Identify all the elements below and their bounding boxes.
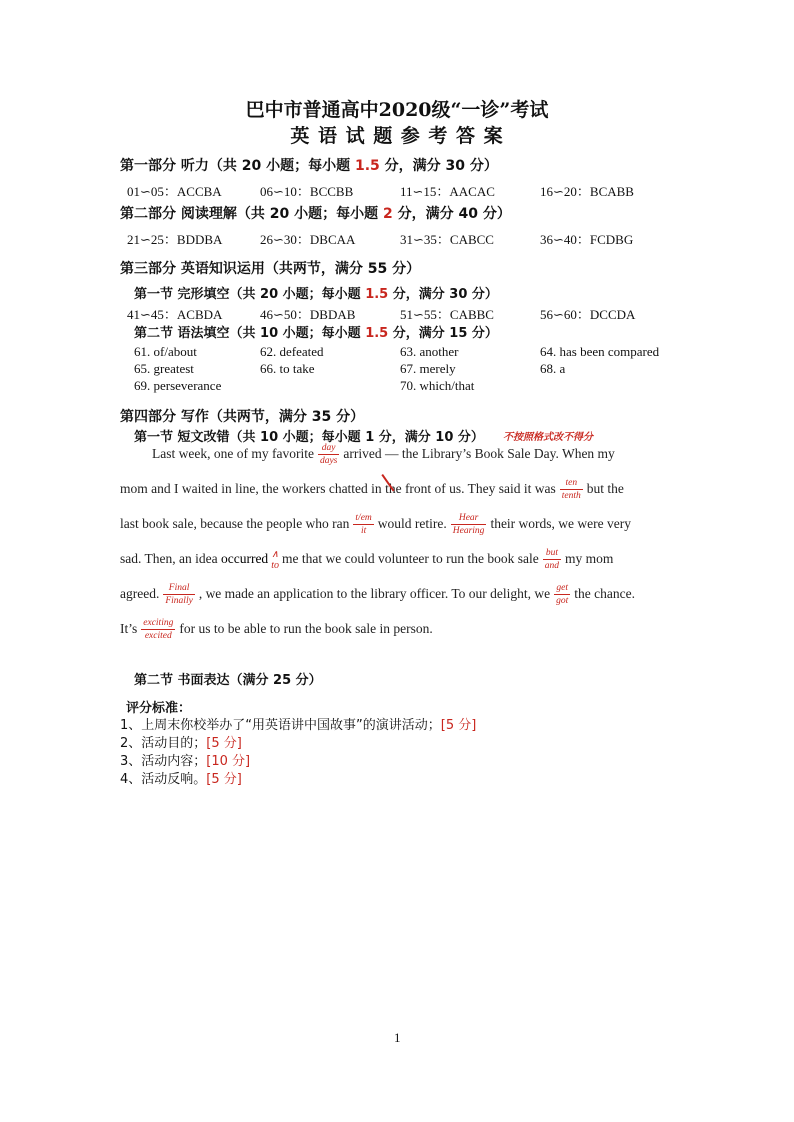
answer-item: 16∽20：BCABB (540, 184, 634, 199)
answer-item: 06∽10：BCCBB (260, 184, 354, 199)
passage-line: agreed. $\frac{\text{Final}}{\text{Finally}}$ , we made an application to the library officer. To our delight, we $\frac{\text{get}}{\text{got}}$ the chance. (120, 583, 635, 607)
answer-item: 01∽05：ACCBA (127, 184, 222, 199)
correction-mark: $\frac{\text{day}}{\text{days}}$ (319, 443, 338, 467)
criteria-item: 4、活动反响。[5 分] (120, 772, 242, 787)
answer-item: 46∽50：DBDAB (260, 307, 356, 322)
part4-sec2-heading: 第二节 书面表达（满分 25 分） (134, 673, 322, 688)
passage-line: Last week, one of my favorite $\frac{\text{day}}{\text{days}}$ arrived — the Library’s Book Sale Day. When my (152, 443, 615, 467)
grammar-answer: 66. to take (260, 361, 315, 376)
correction-mark: $\frac{\text{get}}{\text{got}}$ (556, 583, 569, 607)
doc-title: 巴中市普通高中2020级“一诊”考试 (245, 99, 549, 121)
answer-item: 26∽30：DBCAA (260, 232, 356, 247)
grammar-answer: 67. merely (400, 361, 456, 376)
page-number: 1 (394, 1030, 401, 1045)
answer-item: 51∽55：CABBC (400, 307, 494, 322)
insertion-mark: ∧ to (271, 548, 279, 571)
correction-mark: $\frac{\text{exciting}}{\text{excited}}$ (143, 618, 174, 642)
answer-item: 41∽45：ACBDA (127, 307, 223, 322)
part4-sec1-heading: 第一节 短文改错（共 10 小题；每小题 1 分，满分 10 分） (134, 430, 484, 445)
deletion-mark: the (385, 477, 402, 501)
criteria-label: 评分标准： (126, 701, 192, 716)
format-warning: 不按照格式改不得分 (503, 432, 593, 443)
grammar-answer: 62. defeated (260, 344, 324, 359)
answer-item: 56∽60：DCCDA (540, 307, 636, 322)
passage-line: last book sale, because the people who ran $\frac{t/em}{it}$ would retire. $\frac{\text{Hear}}{\text{Hearing}}$ their words, we were very (120, 513, 632, 537)
criteria-item: 1、上周末你校举办了“用英语讲中国故事”的演讲活动；[5 分] (120, 718, 477, 733)
grammar-answer: 68. a (540, 361, 566, 376)
answer-item: 31∽35：CABCC (400, 232, 494, 247)
part2-heading: 第二部分 阅读理解（共 20 小题；每小题 2 分，满分 40 分） (120, 206, 511, 222)
grammar-answer: 65. greatest (134, 361, 194, 376)
passage-line: It’s $\frac{\text{exciting}}{\text{excited}}$ for us to be able to run the book sale in person. (120, 618, 433, 642)
passage-line: sad. Then, an idea occurred ∧ to me that we could volunteer to run the book sale $\frac{\text{but}}{\text{and}}$ my mom (120, 548, 614, 572)
answer-item: 36∽40：FCDBG (540, 232, 634, 247)
part3-sec1-heading: 第一节 完形填空（共 20 小题；每小题 1.5 分，满分 30 分） (134, 287, 498, 302)
passage-line: mom and I waited in line, the workers chatted in the front of us. They said it was $\frac{\text{ten}}{\text{tenth}}$ but the (120, 478, 624, 502)
part1-heading: 第一部分 听力（共 20 小题；每小题 1.5 分，满分 30 分） (120, 158, 498, 174)
grammar-answer: 61. of/about (134, 344, 197, 359)
part3-sec2-heading: 第二节 语法填空（共 10 小题；每小题 1.5 分，满分 15 分） (134, 326, 498, 341)
correction-mark: $\frac{\text{Hear}}{\text{Hearing}}$ (452, 513, 485, 537)
criteria-item: 2、活动目的；[5 分] (120, 736, 242, 751)
doc-subtitle: 英 语 试 题 参 考 答 案 (290, 125, 504, 147)
correction-mark: $\frac{\text{ten}}{\text{tenth}}$ (561, 478, 581, 502)
criteria-item: 3、活动内容；[10 分] (120, 754, 251, 769)
answer-item: 21∽25：BDDBA (127, 232, 223, 247)
correction-mark: $\frac{\text{Final}}{\text{Finally}}$ (165, 583, 193, 607)
part3-heading: 第三部分 英语知识运用（共两节，满分 55 分） (120, 261, 421, 277)
correction-mark: $\frac{\text{but}}{\text{and}}$ (544, 548, 560, 572)
part4-heading: 第四部分 写作（共两节，满分 35 分） (120, 409, 365, 425)
grammar-answer: 63. another (400, 344, 459, 359)
correction-mark: $\frac{t/em}{it}$ (355, 513, 372, 537)
answer-item: 11∽15：AACAC (400, 184, 495, 199)
grammar-answer: 70. which/that (400, 378, 475, 393)
grammar-answer: 69. perseverance (134, 378, 222, 393)
grammar-answer: 64. has been compared (540, 344, 660, 359)
